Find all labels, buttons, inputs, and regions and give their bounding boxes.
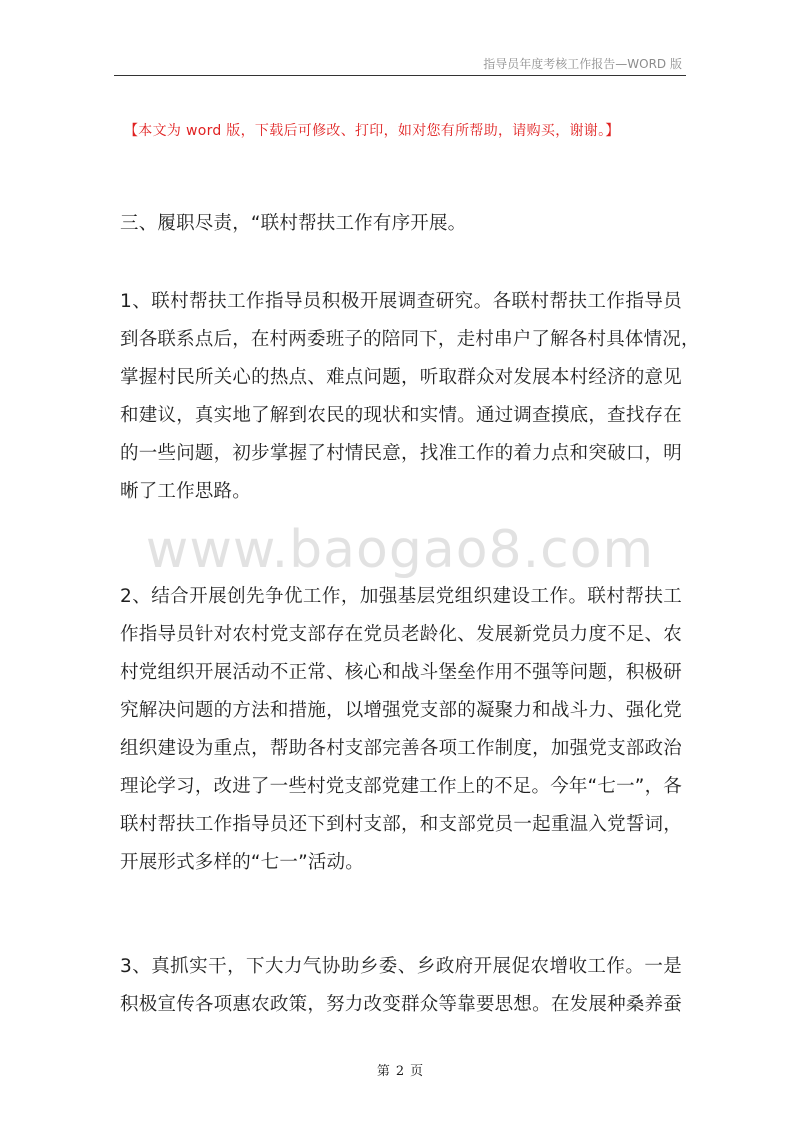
paragraph-line: 村党组织开展活动不正常、核心和战斗堡垒作用不强等问题，积极研 [120,662,682,683]
paragraph-line: 1、联村帮扶工作指导员积极开展调查研究。各联村帮扶工作指导员 [120,291,682,312]
download-notice: 【本文为 word 版，下载后可修改、打印，如对您有所帮助，请购买，谢谢。】 [124,123,620,139]
paragraph-line: 3、真抓实干，下大力气协助乡委、乡政府开展促农增收工作。一是 [120,956,682,977]
paragraph-line: 和建议，真实地了解到农民的现状和实情。通过调查摸底，查找存在 [120,405,682,426]
running-header: 指导员年度考核工作报告—WORD 版 [483,57,682,71]
header-divider [114,75,686,76]
paragraph-1 [120,283,700,511]
paragraph-line: 究解决问题的方法和措施，以增强党支部的凝聚力和战斗力、强化党 [120,700,682,721]
paragraph-line: 到各联系点后，在村两委班子的陪同下，走村串户了解各村具体情况， [120,329,700,350]
paragraph-line: 组织建设为重点，帮助各村支部完善各项工作制度，加强党支部政治 [120,738,682,759]
paragraph-line: 晰了工作思路。 [120,481,251,502]
page-suffix: 页 [410,1064,424,1079]
page-footer [0,1060,800,1079]
paragraph-line: 积极宣传各项惠农政策，努力改变群众等靠要思想。在发展种桑养蚕 [120,994,682,1015]
paragraph-line: 的一些问题，初步掌握了村情民意，找准工作的着力点和突破口，明 [120,443,682,464]
paragraph-line: 2、结合开展创先争优工作，加强基层党组织建设工作。联村帮扶工 [120,586,682,607]
paragraph-2 [120,578,682,882]
paragraph-line: 掌握村民所关心的热点、难点问题，听取群众对发展本村经济的意见 [120,367,682,388]
watermark: www.baogao8.com [145,520,655,580]
paragraph-line: 联村帮扶工作指导员还下到村支部，和支部党员一起重温入党誓词， [120,814,682,835]
section-heading [120,205,682,243]
paragraph-line: 理论学习，改进了一些村党支部党建工作上的不足。今年“七一”，各 [120,776,682,797]
paragraph-line: 开展形式多样的“七一”活动。 [120,852,364,873]
page-prefix: 第 [376,1064,390,1079]
paragraph-3 [120,948,682,1024]
paragraph-line: 作指导员针对农村党支部存在党员老龄化、发展新党员力度不足、农 [120,624,682,645]
section-heading-text: 三、履职尽责，“联村帮扶工作有序开展。 [120,213,467,234]
page-number: 2 [395,1064,405,1079]
